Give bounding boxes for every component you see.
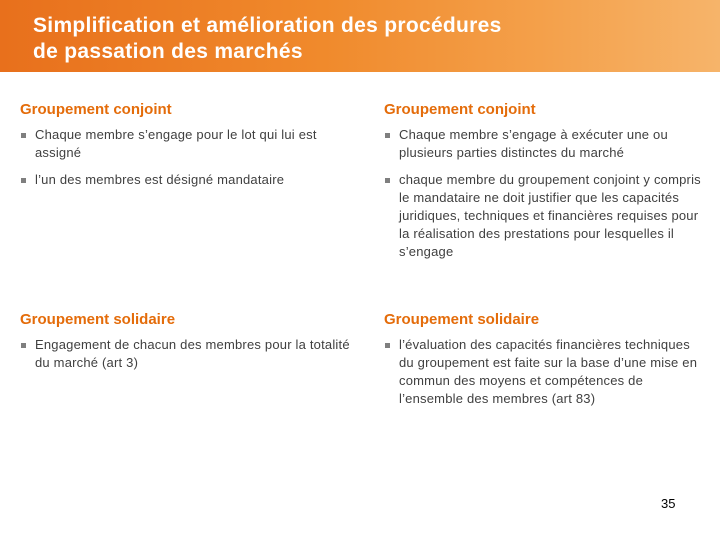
slide-header — [0, 0, 720, 72]
list-item: l’un des membres est désigné mandataire — [20, 171, 350, 189]
right-section-solidaire-title: Groupement solidaire — [384, 311, 540, 328]
page-number: 35 — [661, 496, 676, 511]
list-item: Engagement de chacun des membres pour la totalité du marché (art 3) — [20, 336, 355, 372]
list-item: Chaque membre s’engage à exécuter une ou plusieurs parties distinctes du marché — [384, 126, 704, 162]
left-section-solidaire-title: Groupement solidaire — [20, 311, 176, 328]
left-section-solidaire-list — [20, 336, 355, 372]
right-section-conjoint-list — [384, 126, 704, 261]
right-section-conjoint-title: Groupement conjoint — [384, 101, 536, 118]
list-item: l’évaluation des capacités financières techniques du groupement est faite sur la base d’une mise en commun des moyens et compétences de l’ensemble des membres (art 83) — [384, 336, 704, 408]
list-item: Chaque membre s’engage pour le lot qui lui est assigné — [20, 126, 350, 162]
slide-title-line-1: Simplification et amélioration des procédures — [33, 14, 502, 37]
slide-title-line-2: de passation des marchés — [33, 40, 303, 63]
slide-title — [33, 13, 502, 65]
list-item: chaque membre du groupement conjoint y compris le mandataire ne doit justifier que les capacités juridiques, techniques et financières requises pour la réalisation des prestations pour lesquelles il s’engage — [384, 171, 704, 261]
left-section-conjoint-title: Groupement conjoint — [20, 101, 172, 118]
right-section-solidaire-list — [384, 336, 704, 408]
left-section-conjoint-list — [20, 126, 350, 189]
